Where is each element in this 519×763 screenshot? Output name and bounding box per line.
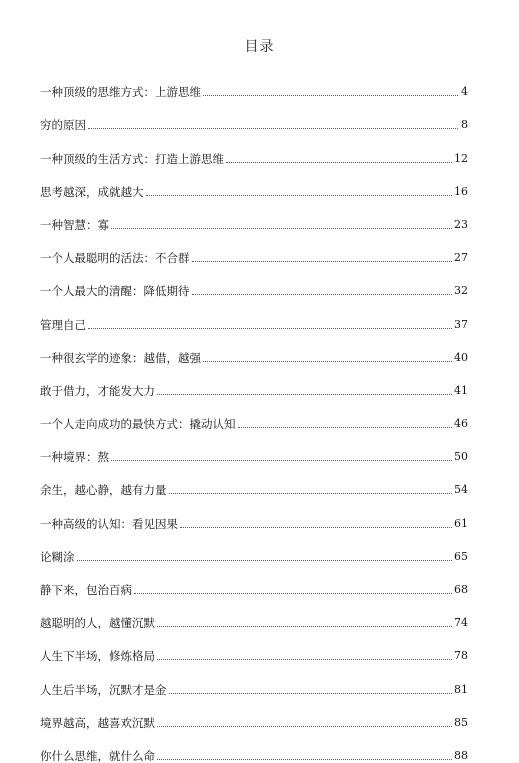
toc-entry-page-number: 37 (454, 317, 468, 331)
toc-entry[interactable] (40, 564, 468, 597)
toc-entry-page-number: 16 (454, 184, 468, 198)
toc-entry[interactable] (40, 365, 468, 398)
toc-leader-dots (203, 360, 452, 362)
toc-leader-dots (157, 625, 452, 627)
toc-entry[interactable] (40, 265, 468, 298)
toc-entry[interactable] (40, 497, 468, 530)
toc-entry-page-number: 46 (454, 417, 468, 431)
toc-leader-dots (192, 293, 453, 295)
toc-list (40, 66, 468, 763)
toc-leader-dots (157, 758, 452, 760)
toc-entry-page-number: 81 (454, 682, 468, 696)
toc-leader-dots (192, 260, 453, 262)
toc-leader-dots (203, 94, 458, 96)
toc-entry-page-number: 40 (454, 350, 468, 364)
toc-entry-page-number: 27 (454, 251, 468, 265)
toc-entry-title: 管理自己 (40, 317, 86, 332)
toc-entry[interactable] (40, 730, 468, 763)
toc-entry-page-number: 50 (454, 450, 468, 464)
toc-entry-title: 一个人最聪明的活法：不合群 (40, 251, 190, 266)
toc-leader-dots (146, 194, 453, 196)
toc-entry-title: 一个人走向成功的最快方式：撬动认知 (40, 417, 236, 432)
toc-entry-page-number: 65 (454, 549, 468, 563)
toc-entry-page-number: 32 (454, 284, 468, 298)
toc-entry-page-number: 74 (454, 616, 468, 630)
toc-leader-dots (169, 492, 453, 494)
toc-entry-title: 越聪明的人，越懂沉默 (40, 616, 155, 631)
toc-entry[interactable] (40, 398, 468, 431)
toc-entry-title: 一种顶级的生活方式：打造上游思维 (40, 151, 224, 166)
toc-entry[interactable] (40, 630, 468, 663)
toc-entry-page-number: 85 (454, 715, 468, 729)
toc-entry-title: 论糊涂 (40, 549, 75, 564)
toc-entry-title: 思考越深，成就越大 (40, 184, 144, 199)
toc-leader-dots (134, 592, 452, 594)
toc-entry-title: 一种境界：熬 (40, 450, 109, 465)
toc-entry-page-number: 41 (454, 383, 468, 397)
toc-entry[interactable] (40, 132, 468, 165)
toc-entry[interactable] (40, 531, 468, 564)
toc-entry-title: 一种很玄学的迹象：越借，越强 (40, 350, 201, 365)
toc-entry-page-number: 54 (454, 483, 468, 497)
toc-entry-page-number: 4 (461, 85, 468, 99)
toc-entry-title: 一种高级的认知：看见因果 (40, 516, 178, 531)
toc-leader-dots (157, 658, 452, 660)
toc-leader-dots (88, 327, 452, 329)
toc-leader-dots (226, 161, 452, 163)
toc-leader-dots (157, 393, 452, 395)
toc-entry-page-number: 61 (454, 516, 468, 530)
toc-entry[interactable] (40, 66, 468, 99)
toc-leader-dots (88, 127, 458, 129)
toc-entry-title: 敢于借力，才能发大力 (40, 383, 155, 398)
toc-entry[interactable] (40, 332, 468, 365)
toc-leader-dots (238, 426, 453, 428)
toc-entry-title: 静下来，包治百病 (40, 583, 132, 597)
toc-entry-page-number: 78 (454, 649, 468, 663)
toc-leader-dots (169, 692, 453, 694)
toc-entry-title: 一个人最大的清醒：降低期待 (40, 284, 190, 299)
toc-leader-dots (157, 725, 452, 727)
toc-entry-page-number: 8 (461, 118, 468, 132)
toc-entry-title: 人生后半场，沉默才是金 (40, 682, 167, 697)
toc-entry[interactable] (40, 232, 468, 265)
toc-entry[interactable] (40, 697, 468, 730)
toc-leader-dots (111, 227, 452, 229)
toc-entry-page-number: 68 (454, 583, 468, 596)
toc-entry-page-number: 12 (454, 151, 468, 165)
toc-leader-dots (77, 559, 453, 561)
toc-entry[interactable] (40, 663, 468, 696)
toc-entry[interactable] (40, 199, 468, 232)
toc-entry[interactable] (40, 597, 468, 630)
toc-entry-title: 余生，越心静，越有力量 (40, 483, 167, 498)
toc-leader-dots (180, 526, 452, 528)
toc-entry-title: 一种顶级的思维方式：上游思维 (40, 85, 201, 100)
toc-entry-title: 境界越高，越喜欢沉默 (40, 715, 155, 730)
toc-entry-title: 人生下半场，修炼格局 (40, 649, 155, 664)
toc-entry[interactable] (40, 464, 468, 497)
toc-entry[interactable] (40, 166, 468, 199)
toc-entry-title: 一种智慧：寡 (40, 217, 109, 232)
toc-entry[interactable] (40, 431, 468, 464)
toc-entry-title: 你什么思维，就什么命 (40, 748, 155, 763)
toc-leader-dots (111, 459, 452, 461)
toc-entry-page-number: 23 (454, 217, 468, 231)
toc-entry[interactable] (40, 298, 468, 331)
toc-entry-page-number: 88 (454, 748, 468, 762)
toc-entry-title: 穷的原因 (40, 118, 86, 133)
toc-title: 目录 (244, 39, 275, 55)
toc-entry[interactable] (40, 99, 468, 132)
